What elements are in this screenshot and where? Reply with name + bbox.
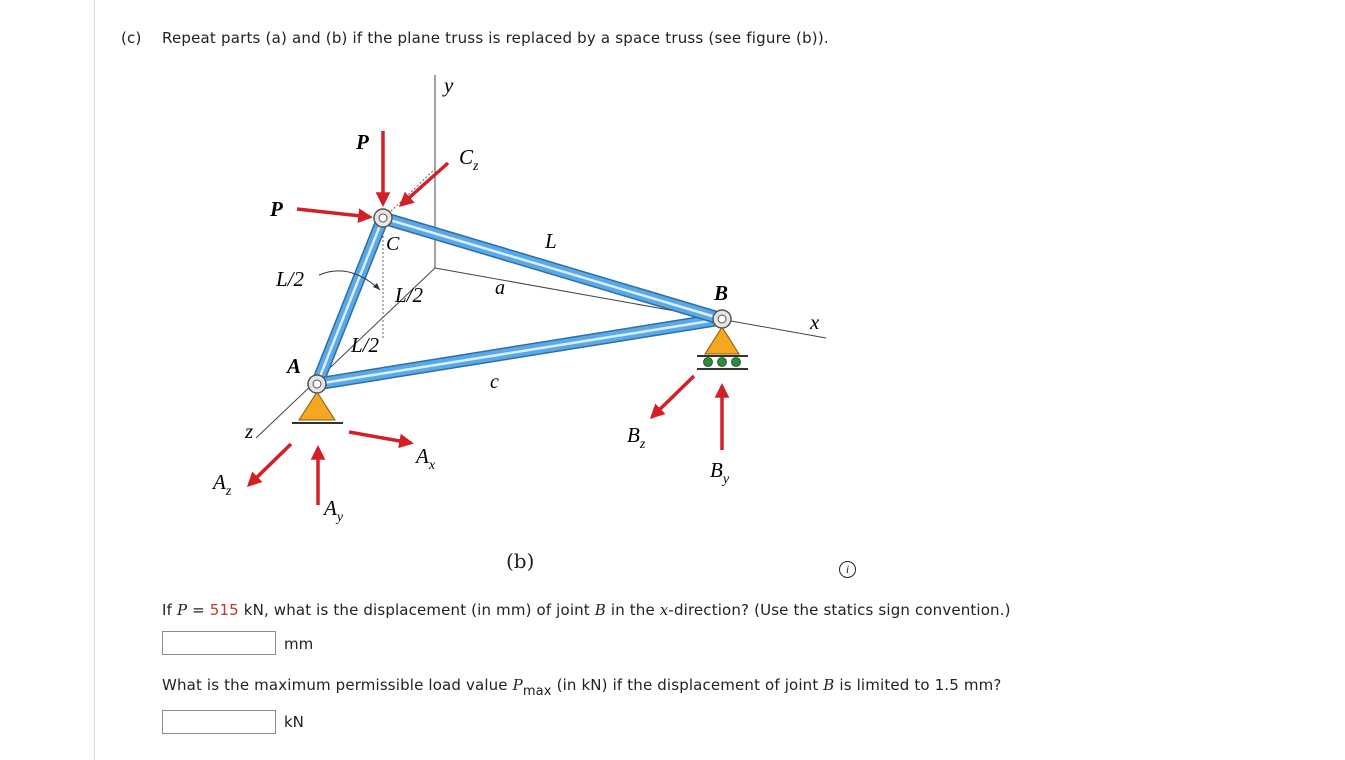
question-1: [162, 601, 1011, 619]
label-L2-mid: L/2: [395, 283, 424, 307]
label-A: A: [287, 354, 302, 378]
label-c: c: [490, 371, 499, 393]
q1-axis: x: [659, 601, 669, 619]
arrow-Bz: [652, 376, 694, 417]
q1-joint: B: [594, 601, 606, 619]
support-B: [705, 327, 739, 354]
arrow-Cz: [401, 163, 448, 205]
q2-var-sub: max: [522, 684, 552, 699]
support-A: [299, 392, 335, 420]
force-arrows: [249, 131, 722, 505]
label-Az: $A_z$: [213, 470, 232, 499]
roller-B-2: [718, 358, 727, 367]
q2-prefix: What is the maximum permissible load value: [162, 676, 508, 694]
label-L2-left: L/2: [276, 267, 305, 291]
label-z-axis: z: [245, 419, 254, 443]
info-icon[interactable]: i: [839, 561, 856, 578]
label-P-left: P: [270, 197, 283, 221]
arrow-Az: [249, 444, 291, 485]
label-B: B: [714, 281, 729, 305]
q2-joint: B: [823, 676, 835, 694]
label-y-axis: y: [444, 73, 454, 97]
label-Ax: $A_x$: [416, 444, 436, 473]
unit-kN: kN: [284, 713, 304, 731]
label-Bz: $B_z$: [627, 423, 646, 452]
arrow-P-horizontal: [297, 209, 370, 217]
part-label: (c): [121, 29, 142, 47]
displacement-answer-input[interactable]: [162, 631, 276, 655]
roller-B-1: [704, 358, 713, 367]
roller-B-3: [732, 358, 741, 367]
q2-text-a: (in kN) if the displacement of joint: [556, 676, 819, 694]
q1-text-b: in the: [610, 601, 655, 619]
label-Ay: $A_y$: [324, 496, 344, 525]
figure-caption: (b): [506, 549, 535, 573]
q2-var: P: [512, 676, 523, 694]
q1-text-c: -direction? (Use the statics sign convention.): [668, 601, 1011, 619]
label-x-axis: x: [810, 310, 820, 334]
truss-members: [317, 218, 722, 384]
q1-var: P: [176, 601, 188, 619]
label-Cz: $C_z$: [459, 145, 479, 174]
label-L2-low: L/2: [351, 333, 380, 357]
label-a: a: [495, 277, 505, 299]
q1-equals: =: [192, 601, 205, 619]
q1-text-a: kN, what is the displacement (in mm) of joint: [243, 601, 590, 619]
pmax-answer-input[interactable]: [162, 710, 276, 734]
label-L: L: [545, 229, 557, 253]
arrow-Ax: [349, 432, 411, 443]
q1-prefix: If: [162, 601, 173, 619]
part-instructions: Repeat parts (a) and (b) if the plane truss is replaced by a space truss (see figure (b)).: [162, 29, 829, 47]
question-2: [162, 676, 1001, 699]
q2-text-b: is limited to 1.5 mm?: [839, 676, 1002, 694]
unit-mm: mm: [284, 635, 314, 653]
label-C: C: [386, 233, 400, 255]
label-P-top: P: [356, 130, 369, 154]
q1-given-value: 515: [209, 601, 239, 619]
dashed-guide-c: [388, 168, 436, 214]
label-By: $B_y$: [710, 458, 730, 487]
